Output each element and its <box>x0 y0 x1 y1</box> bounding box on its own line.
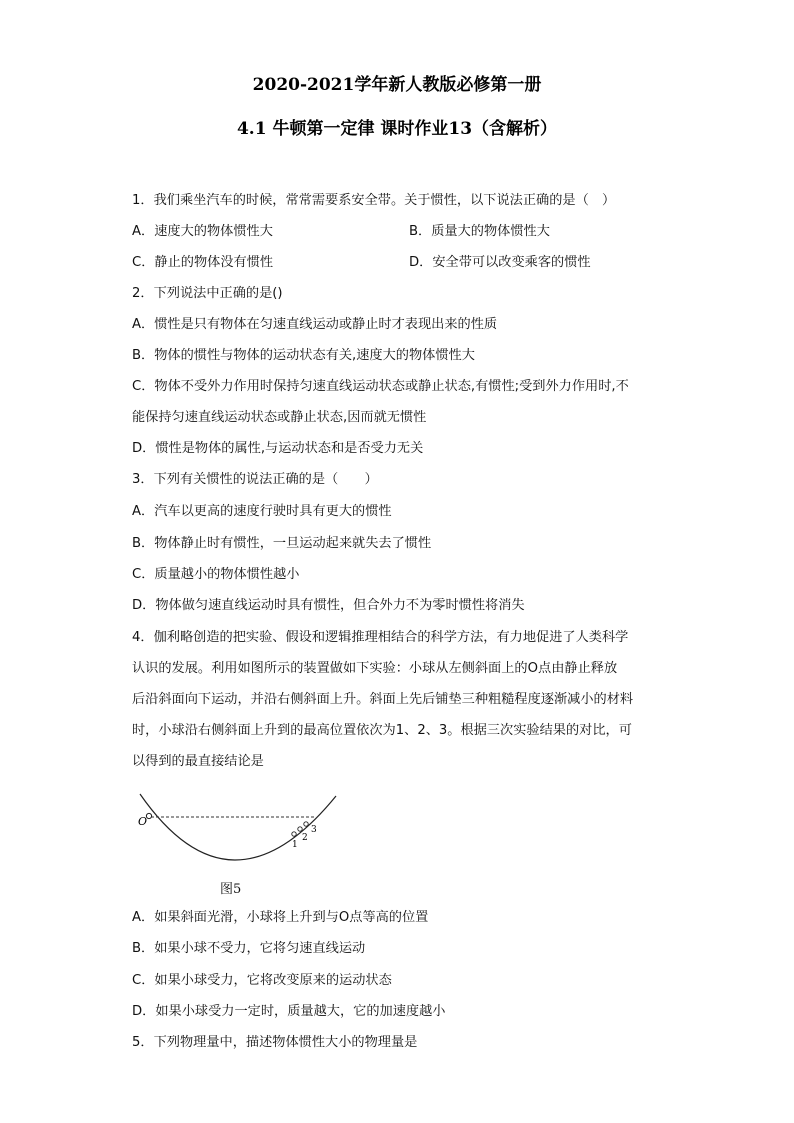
question-3-option-c: C．质量越小的物体惯性越小 <box>132 567 300 582</box>
question-2-option-c-line1: C．物体不受外力作用时保持匀速直线运动状态或静止状态,有惯性;受到外力作用时,不 <box>132 379 629 394</box>
question-4-stem-line2: 认识的发展。利用如图所示的装置做如下实验：小球从左侧斜面上的O点由静止释放 <box>132 661 618 676</box>
question-4-option-d: D．如果小球受力一定时，质量越大，它的加速度越小 <box>132 1004 446 1019</box>
question-3-stem: 3．下列有关惯性的说法正确的是（ ） <box>132 472 378 487</box>
ball-position-2 <box>298 827 302 831</box>
ball-start-point <box>146 813 151 818</box>
question-2-option-d: D．惯性是物体的属性,与运动状态和是否受力无关 <box>132 441 424 456</box>
question-1-option-b: B．质量大的物体惯性大 <box>409 224 550 239</box>
document-subtitle: 4.1 牛顿第一定律 课时作业13（含解析） <box>236 119 558 139</box>
question-3-option-d: D．物体做匀速直线运动时具有惯性，但合外力不为零时惯性将消失 <box>132 598 525 613</box>
question-5-stem: 5．下列物理量中，描述物体惯性大小的物理量是 <box>132 1035 418 1050</box>
question-2-stem: 2．下列说法中正确的是() <box>132 286 283 301</box>
question-4-option-b: B．如果小球不受力，它将匀速直线运动 <box>132 941 366 956</box>
question-2-option-a: A．惯性是只有物体在匀速直线运动或静止时才表现出来的性质 <box>132 317 498 332</box>
question-2-option-b: B．物体的惯性与物体的运动状态有关,速度大的物体惯性大 <box>132 348 475 363</box>
ball-position-3 <box>304 822 308 826</box>
figure-caption: 图5 <box>220 882 242 897</box>
question-3-option-a: A．汽车以更高的速度行驶时具有更大的惯性 <box>132 504 392 519</box>
question-1-option-c: C．静止的物体没有惯性 <box>132 255 274 270</box>
question-1-option-d: D．安全带可以改变乘客的惯性 <box>409 255 591 270</box>
mark-3-label: 3 <box>311 825 317 835</box>
incline-curve-figure <box>136 790 346 870</box>
mark-2-label: 2 <box>302 833 308 843</box>
question-4-stem-line4: 时，小球沿右侧斜面上升到的最高位置依次为1、2、3。根据三次实验结果的对比，可 <box>132 723 632 738</box>
question-1-stem: 1．我们乘坐汽车的时候，常常需要系安全带。关于惯性，以下说法正确的是（ ） <box>132 193 616 208</box>
mark-1-label: 1 <box>292 840 298 850</box>
question-4-option-a: A．如果斜面光滑，小球将上升到与O点等高的位置 <box>132 910 429 925</box>
question-3-option-b: B．物体静止时有惯性，一旦运动起来就失去了惯性 <box>132 536 432 551</box>
question-4-stem-line3: 后沿斜面向下运动，并沿右侧斜面上升。斜面上先后铺垫三种粗糙程度逐渐减小的材料 <box>132 692 634 707</box>
point-o-label: O <box>138 815 148 828</box>
question-2-option-c-line2: 能保持匀速直线运动状态或静止状态,因而就无惯性 <box>132 410 427 425</box>
question-4-stem-line5: 以得到的最直接结论是 <box>132 754 264 769</box>
question-1-option-a: A．速度大的物体惯性大 <box>132 224 273 239</box>
question-4-stem-line1: 4．伽利略创造的把实验、假设和逻辑推理相结合的科学方法，有力地促进了人类科学 <box>132 630 629 645</box>
question-4-option-c: C．如果小球受力，它将改变原来的运动状态 <box>132 973 392 988</box>
document-title: 2020-2021学年新人教版必修第一册 <box>252 75 542 95</box>
curved-track <box>140 794 336 860</box>
ball-position-1 <box>292 832 296 836</box>
